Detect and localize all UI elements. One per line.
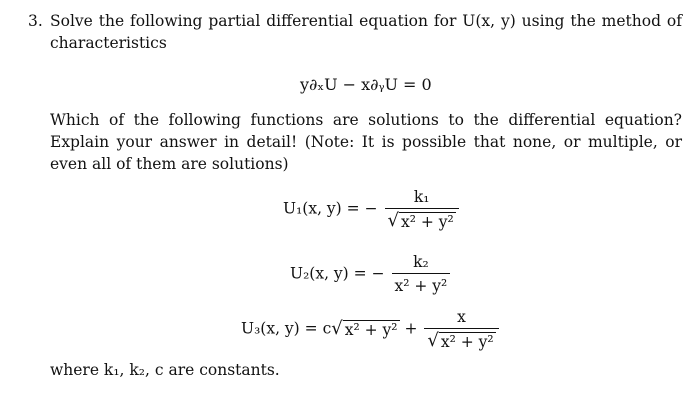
u3-den-radicand: x² + y² [440, 333, 494, 351]
u3-plus: + [404, 319, 418, 338]
u1-radicand: x² + y² [400, 213, 454, 231]
u3-fraction [424, 308, 498, 351]
u1-fraction [385, 188, 459, 231]
problem-intro: Solve the following partial differential equation for U(x, y) using the method of characteristics [50, 12, 682, 52]
u1-numerator: k₁ [413, 188, 430, 206]
u1-sqrt [388, 211, 456, 231]
u2-numerator: k₂ [413, 253, 429, 271]
u1-denominator [385, 208, 459, 231]
sqrt-icon: √ [331, 317, 343, 339]
u3-den-sqrt [427, 331, 495, 351]
u3-numerator: x [457, 308, 466, 326]
main-pde-equation: y∂ₓU − x∂ᵧU = 0 [300, 75, 432, 94]
constants-note: where k₁, k₂, c are constants. [50, 361, 280, 379]
sqrt-icon: √ [387, 210, 399, 231]
u3-denominator [424, 328, 498, 351]
u1-lhs: U₁(x, y) = − [283, 199, 378, 218]
problem-question: Which of the following functions are solutions to the differential equation? Explain your answer in detail! (Note: It is possible that none, or multiple, or even all of them are solutions) [50, 111, 682, 173]
u2-lhs: U₂(x, y) = − [290, 264, 385, 283]
equation-u3 [241, 308, 501, 351]
u3-lhs: U₃(x, y) = c [241, 319, 332, 338]
u2-fraction [392, 253, 451, 296]
sqrt-icon: √ [427, 330, 439, 351]
equation-u2 [290, 253, 452, 296]
u3-sqrt [331, 319, 399, 339]
problem-number: 3. [28, 12, 43, 30]
u2-denominator: x² + y² [392, 273, 451, 296]
u3-radicand: x² + y² [344, 320, 398, 339]
equation-u1 [283, 188, 461, 231]
